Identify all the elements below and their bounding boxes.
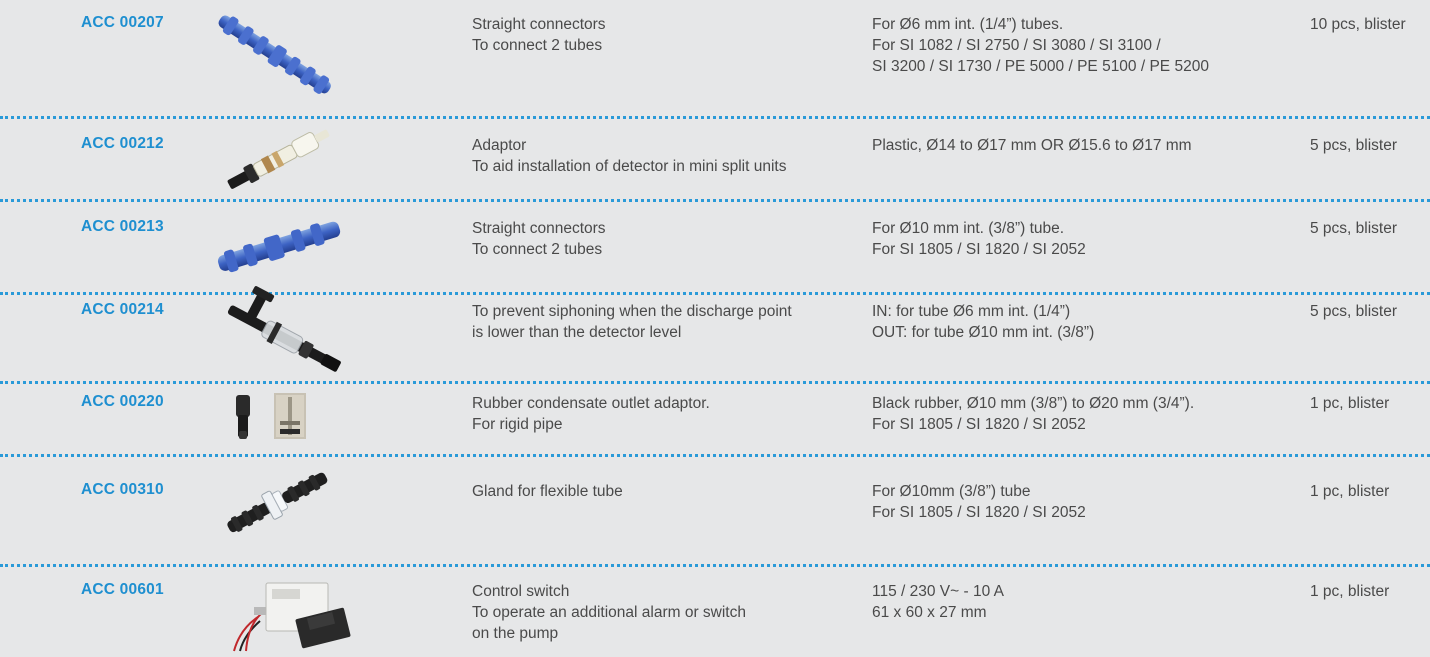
product-specs: For Ø10 mm int. (3/8”) tube. For SI 1805 / SI 1820 / SI 2052 (872, 220, 1086, 258)
product-packaging: 1 pc, blister (1310, 483, 1390, 500)
anti-siphon-tee-image (200, 297, 370, 377)
product-description: Gland for flexible tube (472, 483, 623, 500)
gland-image (200, 471, 370, 551)
product-description: Straight connectors To connect 2 tubes (472, 16, 606, 54)
row-divider (0, 292, 1430, 295)
product-specs: IN: for tube Ø6 mm int. (1/4”) OUT: for tube Ø10 mm int. (3/8”) (872, 303, 1095, 341)
row-divider (0, 454, 1430, 457)
product-code: ACC 00214 (81, 301, 164, 318)
product-code: ACC 00213 (81, 218, 164, 235)
row-divider (0, 381, 1430, 384)
adaptor-image (200, 127, 370, 207)
product-specs: Plastic, Ø14 to Ø17 mm OR Ø15.6 to Ø17 mm (872, 137, 1192, 154)
blue-straight-connector-image (200, 16, 370, 96)
product-code: ACC 00601 (81, 581, 164, 598)
product-packaging: 1 pc, blister (1310, 583, 1390, 600)
control-switch-image (200, 577, 370, 657)
product-packaging: 5 pcs, blister (1310, 303, 1398, 320)
product-description: Rubber condensate outlet adaptor. For rigid pipe (472, 395, 710, 433)
product-code: ACC 00310 (81, 481, 164, 498)
product-description: Control switch To operate an additional alarm or switch on the pump (472, 583, 746, 642)
product-specs: For Ø10mm (3/8”) tube For SI 1805 / SI 1820 / SI 2052 (872, 483, 1086, 521)
row-divider (0, 564, 1430, 567)
product-code: ACC 00220 (81, 393, 164, 410)
product-description: Straight connectors To connect 2 tubes (472, 220, 606, 258)
product-description: To prevent siphoning when the discharge point is lower than the detector level (472, 303, 792, 341)
product-packaging: 5 pcs, blister (1310, 220, 1398, 237)
product-packaging: 1 pc, blister (1310, 395, 1390, 412)
row-divider (0, 199, 1430, 202)
product-code: ACC 00207 (81, 14, 164, 31)
product-packaging: 10 pcs, blister (1310, 16, 1406, 33)
product-specs: For Ø6 mm int. (1/4”) tubes. For SI 1082 / SI 2750 / SI 3080 / SI 3100 / SI 3200 / SI 1730 / PE 5000 / PE 5100 / PE 5200 (872, 16, 1209, 75)
product-description: Adaptor To aid installation of detector in mini split units (472, 137, 787, 175)
rubber-outlet-adaptor-image (200, 391, 370, 471)
blue-straight-connector-large-image (200, 216, 370, 296)
product-specs: 115 / 230 V~ - 10 A 61 x 60 x 27 mm (872, 583, 1004, 621)
row-divider (0, 116, 1430, 119)
product-specs: Black rubber, Ø10 mm (3/8”) to Ø20 mm (3/4”). For SI 1805 / SI 1820 / SI 2052 (872, 395, 1195, 433)
product-code: ACC 00212 (81, 135, 164, 152)
product-packaging: 5 pcs, blister (1310, 137, 1398, 154)
